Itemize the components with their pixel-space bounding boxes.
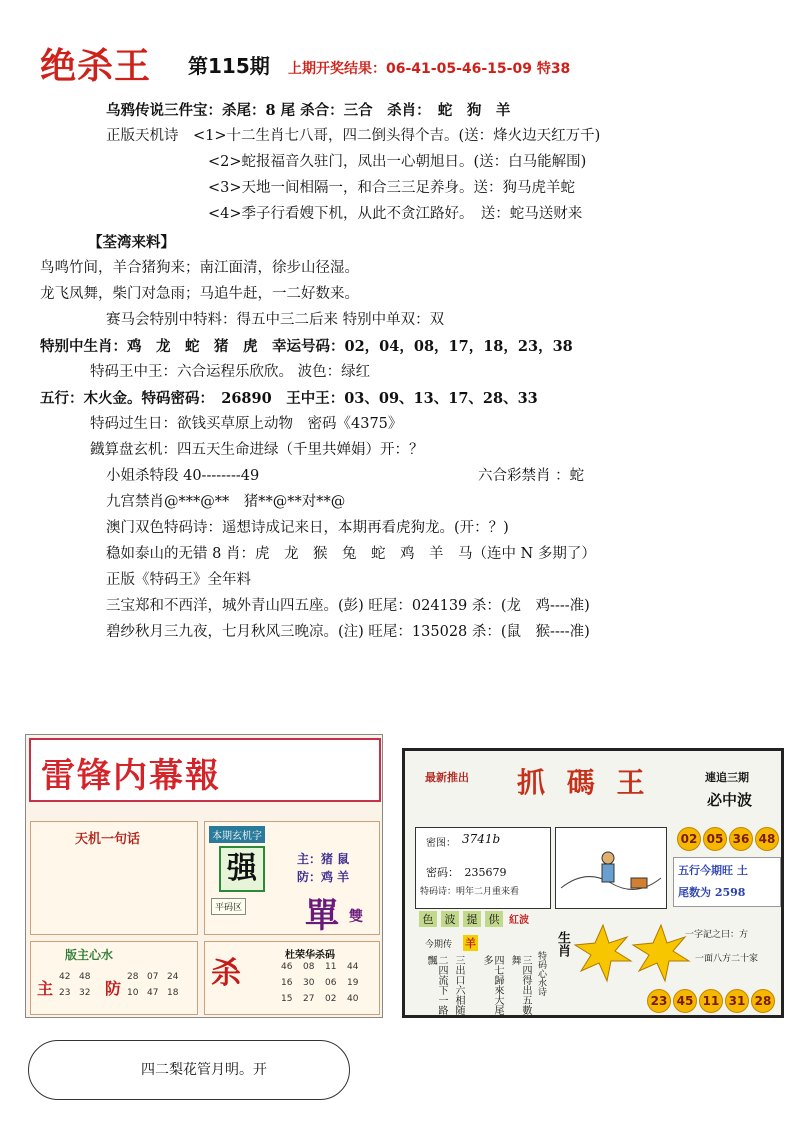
top-ball-4: 48 [755, 827, 779, 851]
sheng-label: 生肖 [555, 931, 570, 957]
color-char-2: 波 [441, 911, 459, 927]
num-9: 47 [147, 988, 159, 998]
leifeng-header [29, 738, 381, 802]
zmw-title: 抓 碼 王 [517, 766, 651, 799]
bottom-ball-3: 11 [699, 989, 723, 1013]
leifeng-title: 雷锋内幕報 [41, 756, 221, 796]
key-char: 强 [219, 846, 265, 892]
zhu-char: 主 [37, 979, 54, 998]
text-line-1: 乌鸦传说三件宝：杀尾：8 尾 杀合：三合 杀肖： 蛇 狗 羊 [106, 102, 511, 119]
kill-num-6: 30 [303, 978, 315, 988]
text-line-16: 六合彩禁肖 ：蛇 [478, 468, 585, 484]
zi-ji: 一字記之曰：方 [685, 930, 749, 940]
text-line-11: 特码王中王：六合运程乐欣欣。 波色：绿红 [90, 364, 371, 380]
kill-char: 杀 [211, 956, 241, 991]
kill-num-9: 15 [281, 994, 293, 1004]
text-line-10: 特别中生肖：鸡 龙 蛇 猪 虎 幸运号码：02，04，08，17，18，23，38 [40, 338, 573, 355]
issue-number: 第115期 [188, 54, 270, 78]
num-8: 10 [127, 988, 139, 998]
num-1: 42 [59, 972, 71, 982]
burst-icons [573, 923, 693, 983]
num-3: 28 [127, 972, 139, 982]
wuxing-box [673, 857, 781, 907]
leifeng-card [25, 734, 383, 1018]
col-3: 四七歸來大尾多 [481, 955, 503, 1015]
keyword-panel [204, 821, 380, 935]
kill-panel [204, 941, 380, 1015]
zhuamawang-card [402, 748, 784, 1018]
col-4: 三四得出五數舞 [509, 955, 531, 1015]
last-result: 上期开奖结果：06-41-05-46-15-09 特38 [288, 61, 571, 77]
text-line-6: 【荃湾来料】 [88, 234, 175, 251]
must-label: 必中波 [707, 791, 753, 809]
tab-label: 平码区 [211, 898, 246, 915]
kill-num-1: 46 [281, 962, 293, 972]
kill-title: 杜荣华杀码 [285, 950, 335, 961]
text-line-22: 碧纱秋月三九夜，七月秋风三晚凉。(注) 旺尾：135028 杀：(鼠 猴----准) [106, 624, 590, 640]
jin-label: 今期传 [425, 940, 453, 950]
text-line-17: 九宫禁肖@***@** 猪**@**对**@ [106, 494, 346, 510]
streak-label: 連追三期 [705, 771, 749, 784]
kill-num-4: 44 [347, 962, 359, 972]
top-ball-2: 05 [703, 827, 727, 851]
kill-num-5: 16 [281, 978, 293, 988]
text-line-3: <2>蛇报福音久驻门，凤出一心朝旭日。(送：白马能解围) [208, 154, 587, 170]
side-poem: 特码心水诗 [536, 951, 546, 996]
mima-box [415, 827, 551, 909]
kill-num-7: 06 [325, 978, 337, 988]
text-line-20: 正版《特码王》全年料 [106, 572, 251, 588]
mitu-value: 3741b [462, 832, 501, 846]
col-1: 二四流下一路飄 [425, 955, 447, 1015]
illustration [555, 827, 667, 909]
color-char-3: 提 [463, 911, 481, 927]
yimian: 一面八方二十家 [695, 954, 759, 964]
jin-value: 羊 [465, 937, 476, 950]
text-line-15: 小姐杀特段 40--------49 [106, 468, 260, 484]
period-label: 本期玄机字 [209, 826, 265, 843]
text-line-4: <3>天地一间相隔一，和合三三足养身。送：狗马虎羊蛇 [208, 180, 576, 196]
text-line-9: 赛马会特别中特料：得五中三二后来 特别中单双：双 [106, 312, 445, 328]
bottom-ball-1: 23 [647, 989, 671, 1013]
poem-title: 天机一句话 [75, 832, 141, 847]
bottom-ball-2: 45 [673, 989, 697, 1013]
text-line-7: 鸟鸣竹间，羊合猪狗来；南江面清，徐步山径湿。 [40, 260, 359, 276]
text-line-21: 三宝郑和不西洋，城外青山四五座。(彭) 旺尾：024139 杀：(龙 鸡----准) [106, 598, 590, 614]
text-line-13: 特码过生日：欲钱买草原上动物 密码《4375》 [90, 416, 403, 432]
fang-char: 防 [105, 979, 122, 998]
footer-cloud [28, 1040, 350, 1100]
cloud-text: 四二梨花管月明。开 [141, 1062, 267, 1078]
poem-line: 特码诗：明年二月重来看 [420, 887, 520, 897]
bottom-ball-4: 31 [725, 989, 749, 1013]
weishu-label: 尾数为 2598 [678, 886, 746, 899]
small-char: 雙 [349, 909, 363, 925]
bottom-ball-5: 28 [751, 989, 775, 1013]
mima-line: 密码： 235679 [426, 866, 507, 879]
kill-num-3: 11 [325, 962, 337, 972]
text-line-19: 稳如泰山的无错 8 肖：虎 龙 猴 兔 蛇 鸡 羊 马（连中 N 多期了） [106, 546, 596, 562]
top-ball-1: 02 [677, 827, 701, 851]
heart-panel [30, 941, 198, 1015]
text-line-2: 正版天机诗 <1>十二生肖七八哥，四二倒头得个吉。(送：烽火边天红万千) [106, 128, 601, 144]
page-title: 绝杀王 [40, 45, 152, 87]
kill-num-2: 08 [303, 962, 315, 972]
kill-num-12: 40 [347, 994, 359, 1004]
wuxing-label: 五行今期旺 土 [678, 864, 748, 877]
num-7: 32 [79, 988, 91, 998]
fang-label: 防：鸡 羊 [297, 870, 350, 884]
zhu-label: 主：猪 鼠 [297, 852, 350, 866]
color-char-4: 供 [485, 911, 503, 927]
num-6: 23 [59, 988, 71, 998]
kill-num-11: 02 [325, 994, 337, 1004]
text-line-12: 五行：木火金。特码密码： 26890 王中王：03、09、13、17、28、33 [40, 390, 538, 407]
red-wave: 紅波 [509, 915, 529, 926]
num-10: 18 [167, 988, 179, 998]
latest-tag: 最新推出 [425, 771, 469, 784]
heart-label: 版主心水 [65, 948, 114, 962]
kill-num-8: 19 [347, 978, 359, 988]
num-2: 48 [79, 972, 91, 982]
text-line-18: 澳门双色特码诗：遥想诗成记来日，本期再看虎狗龙。(开：？) [106, 520, 509, 536]
text-line-14: 鐡算盘玄机：四五天生命进绿（千里共婵娟）开：？ [90, 442, 424, 458]
big-char: 單 [305, 896, 339, 936]
col-2: 三出口六相随 [453, 955, 464, 1015]
poem-panel [30, 821, 198, 935]
kill-num-10: 27 [303, 994, 315, 1004]
text-line-8: 龙飞凤舞，柴门对急雨；马追牛赶，一二好数来。 [40, 286, 359, 302]
num-4: 07 [147, 972, 159, 982]
num-5: 24 [167, 972, 179, 982]
color-char-1: 色 [419, 911, 437, 927]
text-line-5: <4>季子行看嫂下机，从此不贪江路好。 送：蛇马送财来 [208, 206, 583, 222]
mitu-label: 密图： [426, 838, 456, 849]
top-ball-3: 36 [729, 827, 753, 851]
